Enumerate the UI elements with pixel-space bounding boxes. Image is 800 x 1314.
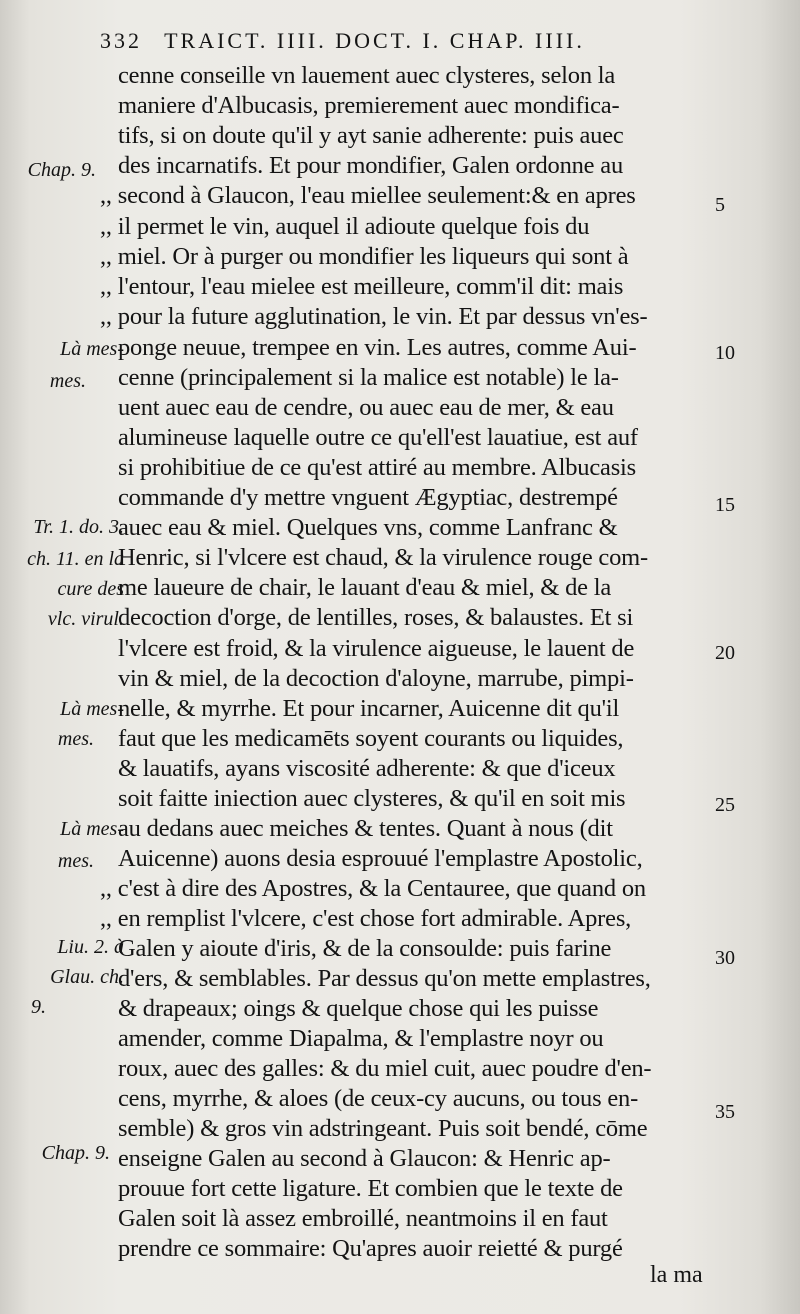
text-line: cenne (principalement si la malice est notable) le la- (118, 364, 619, 391)
text-line: des incarnatifs. Et pour mondifier, Galen ordonne au (118, 152, 623, 179)
margin-note: Là mes- (60, 818, 124, 840)
margin-note: Liu. 2. à (57, 936, 124, 958)
margin-note: Chap. 9. (41, 1142, 110, 1164)
text-line: d'ers, & semblables. Par dessus qu'on mette emplastres, (118, 965, 651, 992)
text-line: cens, myrrhe, & aloes (de ceux-cy aucuns, ou tous en- (118, 1085, 639, 1112)
text-line: faut que les medicamēts soyent courants ou liquides, (118, 725, 624, 752)
text-line: commande d'y mettre vnguent Ægyptiac, destrempé (118, 484, 618, 511)
text-line: ,, c'est à dire des Apostres, & la Centauree, que quand on (100, 875, 646, 902)
text-line: Henric, si l'vlcere est chaud, & la virulence rouge com- (118, 544, 648, 571)
catchword: la ma (650, 1262, 703, 1288)
margin-note: mes. (57, 728, 94, 750)
line-number: 30 (715, 947, 735, 969)
margin-note: Chap. 9. (27, 159, 96, 181)
margin-note: Tr. 1. do. 3. (33, 516, 124, 538)
text-line: auec eau & miel. Quelques vns, comme Lanfranc & (118, 514, 618, 541)
line-number: 10 (715, 342, 735, 364)
text-line: enseigne Galen au second à Glaucon: & Henric ap- (118, 1145, 611, 1172)
text-line: Galen soit là assez embroillé, neantmoins il en faut (118, 1205, 608, 1232)
text-line: ,, pour la future agglutination, le vin. Et par dessus vn'es- (100, 303, 648, 330)
margin-note: 9. (31, 996, 46, 1018)
margin-note: ch. 11. en la (27, 548, 124, 570)
text-line: maniere d'Albucasis, premierement auec mondifica- (118, 92, 620, 119)
margin-note: vlc. virul. (47, 608, 124, 630)
line-number: 20 (715, 642, 735, 664)
margin-note: Là mes- (60, 698, 124, 720)
text-line: & drapeaux; oings & quelque chose qui les puisse (118, 995, 599, 1022)
text-line: prouue fort cette ligature. Et combien que le texte de (118, 1175, 623, 1202)
text-line: ,, il permet le vin, auquel il adioute quelque fois du (100, 213, 590, 240)
margin-note: mes. (57, 850, 94, 872)
text-line: au dedans auec meiches & tentes. Quant à nous (dit (118, 815, 613, 842)
text-line: roux, auec des galles: & du miel cuit, auec poudre d'en- (118, 1055, 652, 1082)
line-number: 35 (715, 1101, 735, 1123)
text-line: semble) & gros vin adstringeant. Puis soit bendé, cōme (118, 1115, 648, 1142)
text-line: prendre ce sommaire: Qu'apres auoir reietté & purgé (118, 1235, 623, 1262)
text-line: vin & miel, de la decoction d'aloyne, marrube, pimpi- (118, 665, 634, 692)
text-line: ponge neuue, trempee en vin. Les autres, comme Aui- (118, 334, 637, 361)
line-number: 5 (715, 194, 725, 216)
text-line: uent auec eau de cendre, ou auec eau de mer, & eau (118, 394, 614, 421)
text-line: Auicenne) auons desia esprouué l'emplastre Apostolic, (118, 845, 643, 872)
margin-note: mes. (49, 370, 86, 392)
page-number: 332 (100, 28, 142, 53)
running-title: TRAICT. IIII. DOCT. I. CHAP. IIII. (164, 28, 585, 53)
line-number: 15 (715, 494, 735, 516)
text-line: ,, miel. Or à purger ou mondifier les liqueurs qui sont à (100, 243, 629, 270)
margin-note: cure des (57, 578, 124, 600)
text-line: ,, second à Glaucon, l'eau miellee seulement:& en apres (100, 182, 636, 209)
text-line: alumineuse laquelle outre ce qu'ell'est lauatiue, est auf (118, 424, 638, 451)
text-line: si prohibitiue de ce qu'est attiré au membre. Albucasis (118, 454, 636, 481)
text-line: l'vlcere est froid, & la virulence aigueuse, le lauent de (118, 635, 635, 662)
text-line: amender, comme Diapalma, & l'emplastre noyr ou (118, 1025, 604, 1052)
text-line: tifs, si on doute qu'il y ayt sanie adherente: puis auec (118, 122, 624, 149)
text-line: nelle, & myrrhe. Et pour incarner, Auicenne dit qu'il (118, 695, 620, 722)
margin-note: Glau. ch. (50, 966, 124, 988)
running-header (100, 28, 690, 58)
text-line: & lauatifs, ayans viscosité adherente: & que d'iceux (118, 755, 616, 782)
text-line: Galen y aioute d'iris, & de la consoulde: puis farine (118, 935, 612, 962)
line-number: 25 (715, 794, 735, 816)
text-line: me laueure de chair, le lauant d'eau & miel, & de la (118, 574, 612, 601)
text-line: ,, l'entour, l'eau mielee est meilleure, comm'il dit: mais (100, 273, 624, 300)
text-line: soit faitte iniection auec clysteres, & qu'il en soit mis (118, 785, 626, 812)
text-line: decoction d'orge, de lentilles, roses, & balaustes. Et si (118, 604, 634, 631)
text-line: ,, en remplist l'vlcere, c'est chose fort admirable. Apres, (100, 905, 632, 932)
text-line: cenne conseille vn lauement auec clysteres, selon la (118, 62, 616, 89)
margin-note: Là mes- (60, 338, 124, 360)
